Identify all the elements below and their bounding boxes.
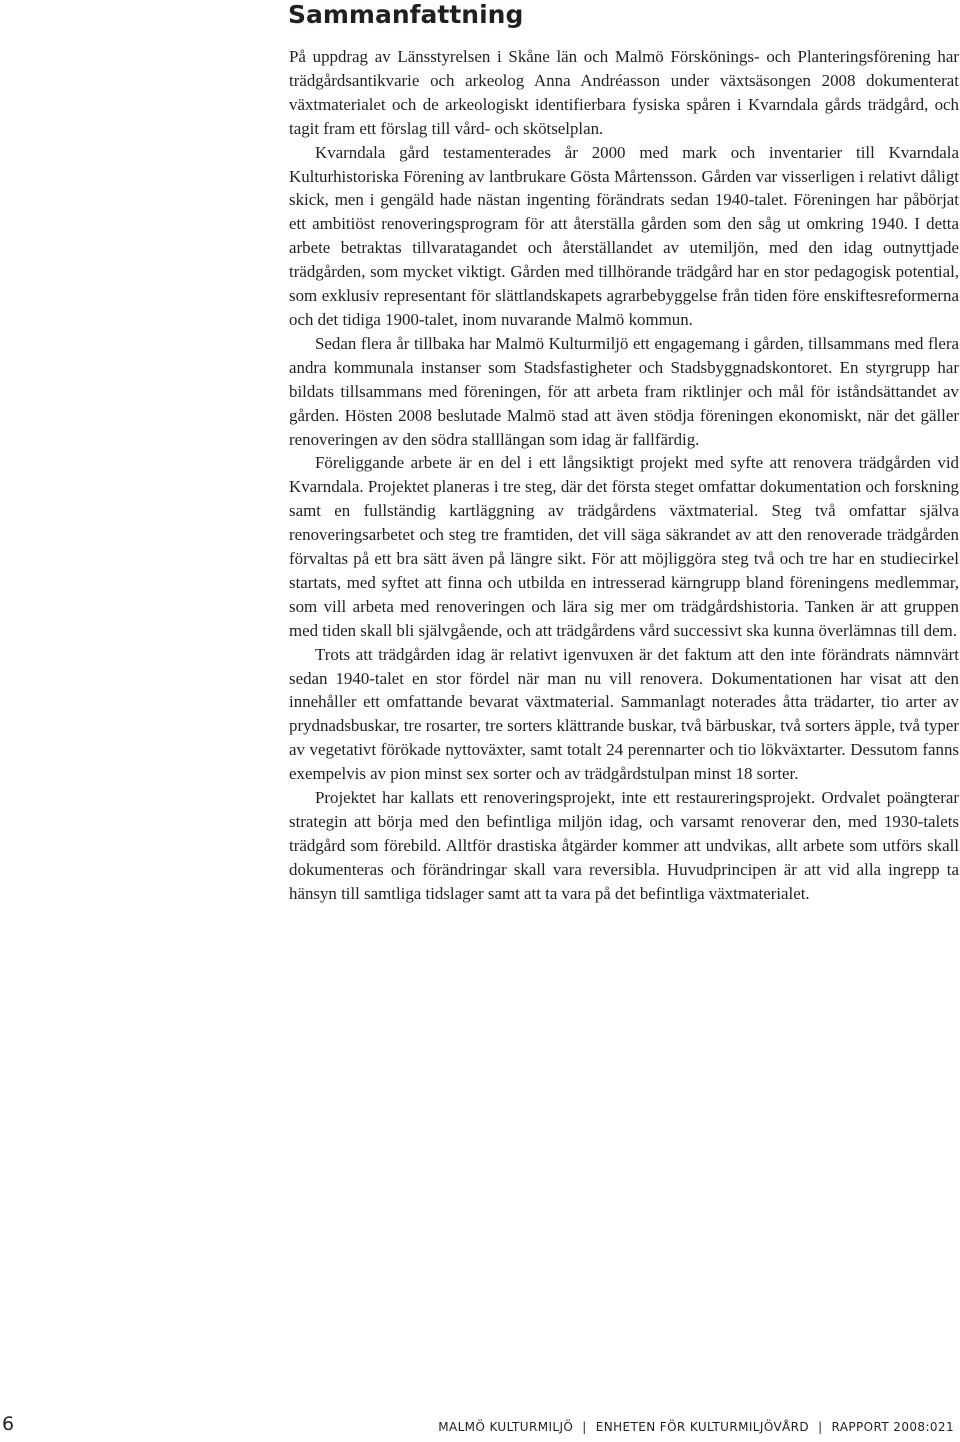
page-footer [0, 1413, 960, 1437]
paragraph-5: Trots att trädgården idag är relativt igenvuxen är det faktum att den inte förändrats nämnvärt sedan 1940-talet en stor fördel när man nu vill renovera. Dokumentationen har visat att den innehåller ett omfattande bevarat växtmaterial. Sammanlagt noterades åtta trädarter, tio arter av prydnadsbuskar, tre rosarter, tre sorters klättrande buskar, två bärbuskar, två sorters äpple, två typer av vegetativt förökade nyttoväxter, samt totalt 24 perennarter och tio lökväxtarter. Dessutom fanns exempelvis av pion minst sex sorter och av trädgårdstulpan minst 18 sorter. [289, 644, 959, 784]
paragraph-1: På uppdrag av Länsstyrelsen i Skåne län och Malmö Förskönings- och Planteringsförening har trädgårdsantikvarie och arkeolog Anna Andréasson under växtsäsongen 2008 dokumenterat växtmaterialet och de arkeologiskt identifierbara fysiska spåren i Kvarndala gårds trädgård, och tagit fram ett förslag till vård- och skötselplan. [289, 47, 959, 138]
paragraph-6: Projektet har kallats ett renoveringsprojekt, inte ett restaureringsprojekt. Ordvalet poängterar strategin att börja med den befintliga miljön idag, och varsamt renoverar den, med 1930-talets trädgård som förebild. Alltför drastiska åtgärder kommer att undvikas, allt arbete som utförs skall dokumenteras och förändringar skall vara reversibla. Huvudprincipen är att vid alla ingrepp ta hänsyn till samtliga tidslager samt att ta vara på det befintliga växtmaterialet. [289, 788, 959, 903]
summary-body [289, 45, 959, 906]
page-title: Sammanfattning [288, 0, 524, 29]
footer-separator: | [582, 1420, 587, 1434]
running-footer [438, 1420, 954, 1434]
page-number: 6 [2, 1413, 15, 1435]
footer-publisher: MALMÖ KULTURMILJÖ [438, 1420, 574, 1434]
paragraph-3: Sedan flera år tillbaka har Malmö Kulturmiljö ett engagemang i gården, tillsammans med flera andra kommunala instanser som Stadsfastigheter och Stadsbyggnadskontoret. En styrgrupp har bildats tillsammans med föreningen, för att arbeta fram riktlinjer och mål för iståndsättandet av gården. Hösten 2008 beslutade Malmö stad att även stödja föreningen ekonomiskt, när det gäller renoveringen av den södra stalllängan som idag är fallfärdig. [289, 333, 959, 449]
footer-unit: ENHETEN FÖR KULTURMILJÖVÅRD [595, 1420, 810, 1434]
paragraph-2: Kvarndala gård testamenterades år 2000 med mark och inventarier till Kvarndala Kulturhistoriska Förening av lantbrukare Gösta Mårtensson. Gården var visserligen i relativt dåligt skick, men i gengäld hade nästan ingenting förändrats sedan 1940-talet. Föreningen har påbörjat ett ambitiöst renoveringsprogram för att återställa gården som den såg ut omkring 1940. I detta arbete betraktas tillvaratagandet och återställandet av utemiljön, med den idag outnyttjade trädgården, som mycket viktigt. Gården med tillhörande trädgård har en stor pedagogisk potential, som exklusiv representant för slättlandskapets agrarbebyggelse från tiden före enskiftesreformerna och det tidiga 1900-talet, inom nuvarande Malmö kommun. [289, 142, 959, 329]
footer-separator: | [818, 1420, 823, 1434]
footer-report: RAPPORT 2008:021 [831, 1420, 954, 1434]
paragraph-4: Föreliggande arbete är en del i ett långsiktigt projekt med syfte att renovera trädgården vid Kvarndala. Projektet planeras i tre steg, där det första steget omfattar dokumentation och forskning samt en fullständig kartläggning av trädgårdens växtmaterial. Steg två omfattar själva renoveringsarbetet och steg tre framtiden, det vill säga säkrandet av att den renoverade trädgården förvaltas på ett bra sätt även på längre sikt. För att möjliggöra steg två och tre har en studiecirkel startats, med syftet att finna och utbilda en intresserad kärngrupp bland föreningens medlemmar, som vill arbeta med renoveringen och lära sig mer om trädgårdshistoria. Tanken är att gruppen med tiden skall bli självgående, och att trädgårdens vård successivt ska kunna överlämnas till dem. [289, 453, 959, 640]
